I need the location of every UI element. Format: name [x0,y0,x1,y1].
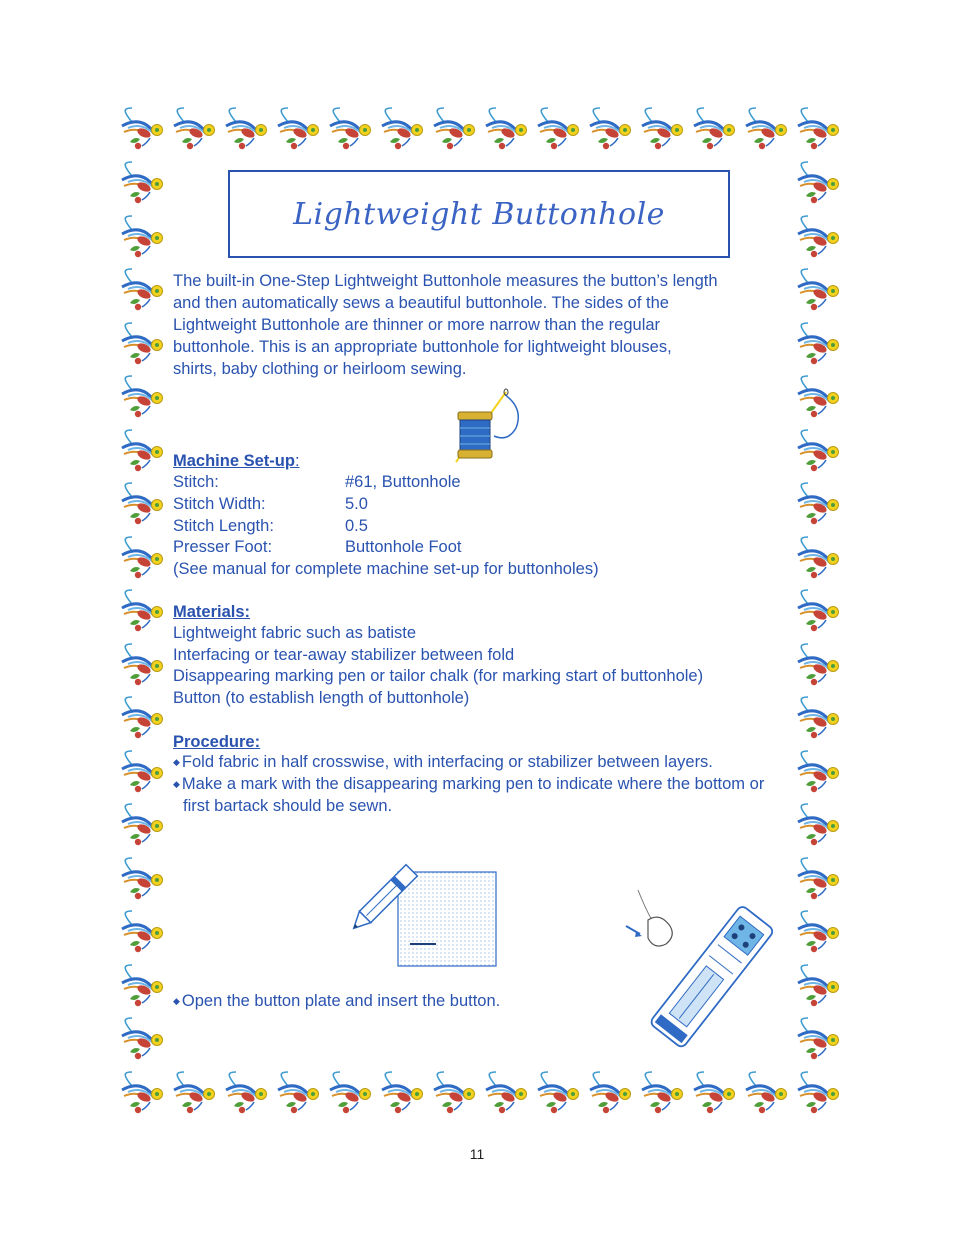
setup-label: Presser Foot: [173,538,273,556]
bee-motif-icon [794,802,842,850]
intro-line: Lightweight Buttonhole are thinner or more narrow than the regular [173,316,661,334]
bee-motif-icon [638,1070,686,1118]
bee-motif-icon [118,214,166,262]
bee-motif-icon [118,588,166,636]
bee-motif-icon [794,588,842,636]
materials-item: Button (to establish length of buttonhole) [173,689,470,707]
bee-motif-icon [222,106,270,154]
bee-motif-icon [118,267,166,315]
bee-motif-icon [378,106,426,154]
setup-label: Stitch: [173,473,219,491]
page-number: 11 [469,1146,485,1162]
bee-motif-icon [794,695,842,743]
bee-motif-icon [326,106,374,154]
setup-value: #61, Buttonhole [345,473,461,491]
thread-spool-icon [428,388,528,468]
bee-motif-icon [118,428,166,476]
bee-motif-icon [794,1070,842,1118]
bee-motif-icon [326,1070,374,1118]
buttonhole-foot-icon [618,880,788,1055]
bee-motif-icon [794,909,842,957]
bee-motif-icon [118,321,166,369]
setup-value: 0.5 [345,517,368,535]
bee-motif-icon [170,106,218,154]
bee-motif-icon [794,1016,842,1064]
machine-setup-heading: Machine Set-up: [173,452,300,470]
bee-motif-icon [430,106,478,154]
bee-motif-icon [794,535,842,583]
setup-note: (See manual for complete machine set-up for buttonholes) [173,560,599,578]
bee-motif-icon [638,106,686,154]
bee-motif-icon [794,160,842,208]
intro-line: shirts, baby clothing or heirloom sewing. [173,360,467,378]
bee-motif-icon [118,106,166,154]
intro-line: The built-in One-Step Lightweight Buttonhole measures the button’s length [173,272,718,290]
procedure-step: ◆ Make a mark with the disappearing marking pen to indicate where the bottom or first bartack should be sewn. [173,775,765,815]
bee-motif-icon [690,106,738,154]
materials-item: Disappearing marking pen or tailor chalk (for marking start of buttonhole) [173,667,704,685]
bee-motif-icon [118,535,166,583]
materials-item: Lightweight fabric such as batiste [173,624,417,642]
setup-label: Stitch Width: [173,495,266,513]
bee-motif-icon [222,1070,270,1118]
bullet-diamond-icon: ◆ [173,779,180,789]
bee-motif-icon [794,481,842,529]
pencil-marking-icon [352,860,502,970]
bee-motif-icon [118,1016,166,1064]
bee-motif-icon [118,374,166,422]
bee-motif-icon [118,1070,166,1118]
intro-line: and then automatically sews a beautiful buttonhole. The sides of the [173,294,669,312]
bee-motif-icon [794,214,842,262]
bee-motif-icon [118,642,166,690]
bee-motif-icon [118,160,166,208]
bee-motif-icon [534,1070,582,1118]
bee-motif-icon [794,856,842,904]
bee-motif-icon [118,856,166,904]
bee-motif-icon [118,695,166,743]
bee-motif-icon [794,374,842,422]
bee-motif-icon [742,106,790,154]
procedure-step: ◆ Fold fabric in half crosswise, with interfacing or stabilizer between layers. [173,753,713,771]
bee-motif-icon [690,1070,738,1118]
title-box [228,170,730,258]
bullet-diamond-icon: ◆ [173,996,180,1006]
materials-item: Interfacing or tear-away stabilizer between fold [173,646,515,664]
bee-motif-icon [482,106,530,154]
materials-heading: Materials: [173,603,251,621]
bee-motif-icon [794,642,842,690]
intro-line: buttonhole. This is an appropriate buttonhole for lightweight blouses, [173,338,672,356]
setup-value: Buttonhole Foot [345,538,462,556]
bee-motif-icon [118,481,166,529]
procedure-heading: Procedure: [173,733,261,751]
bee-motif-icon [118,963,166,1011]
bee-motif-icon [118,749,166,797]
bee-motif-icon [118,802,166,850]
bee-motif-icon [482,1070,530,1118]
bee-motif-icon [274,106,322,154]
bullet-diamond-icon: ◆ [173,757,180,767]
bee-motif-icon [274,1070,322,1118]
page-title: Lightweight Buttonhole [293,196,665,232]
bee-motif-icon [586,106,634,154]
bee-motif-icon [794,428,842,476]
setup-value: 5.0 [345,495,368,513]
bee-motif-icon [794,106,842,154]
bee-motif-icon [534,106,582,154]
bee-motif-icon [378,1070,426,1118]
bee-motif-icon [430,1070,478,1118]
bee-motif-icon [118,909,166,957]
bee-motif-icon [170,1070,218,1118]
bee-motif-icon [742,1070,790,1118]
bee-motif-icon [586,1070,634,1118]
procedure-step: ◆ Open the button plate and insert the button. [173,992,501,1010]
intro-paragraph [173,270,813,380]
setup-label: Stitch Length: [173,517,274,535]
